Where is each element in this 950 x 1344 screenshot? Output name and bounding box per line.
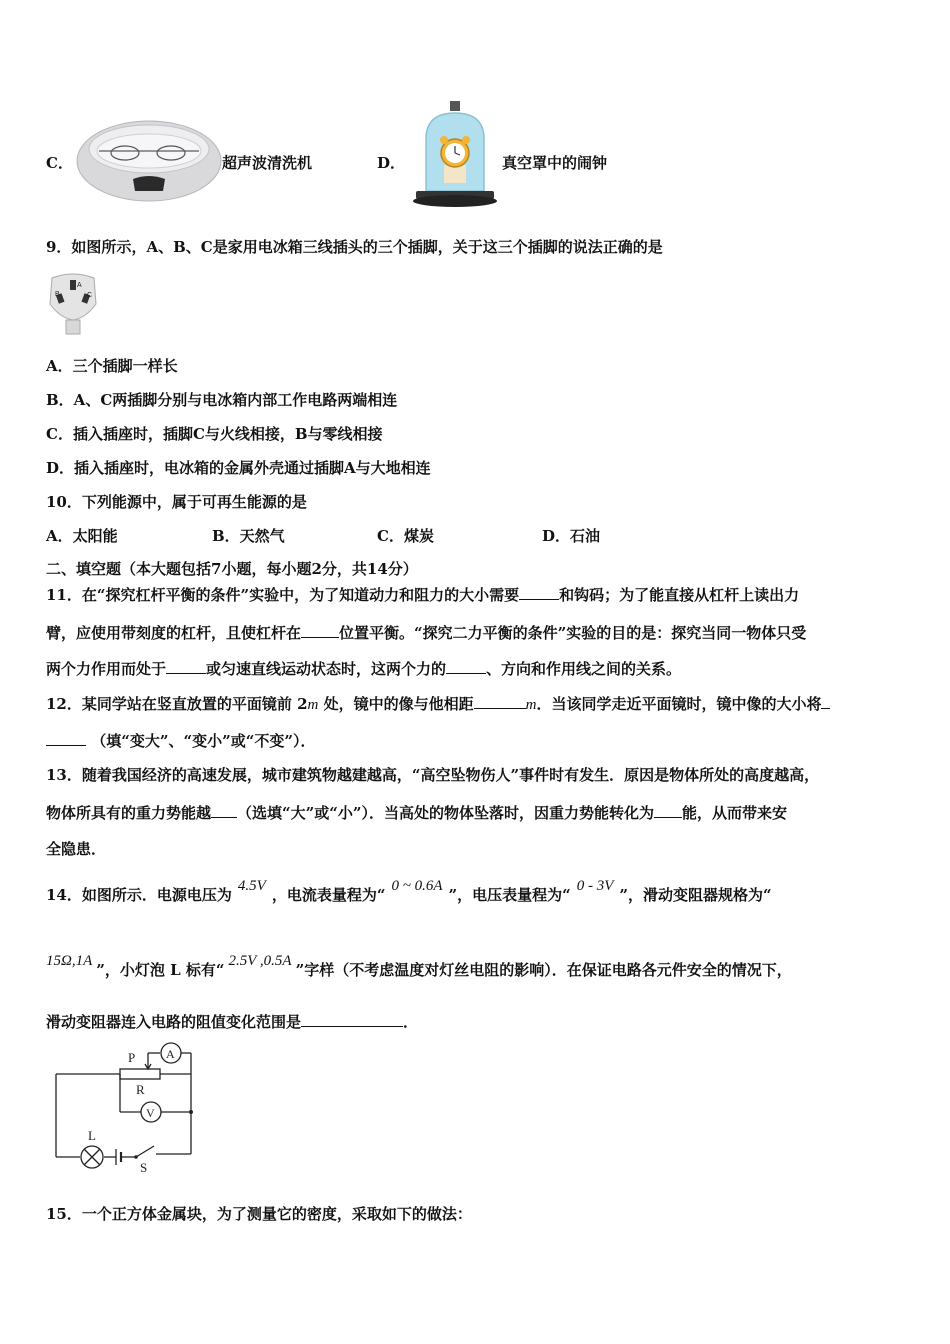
- answer-blank[interactable]: [211, 803, 237, 818]
- answer-blank[interactable]: [519, 585, 559, 600]
- q12-line-1: [46, 693, 830, 714]
- q14-voltmeter-range: 0 - 3V: [576, 878, 614, 894]
- q14-source-voltage: 4.5V: [237, 878, 266, 894]
- q12-line-2: [46, 730, 316, 751]
- q11-line-3: [46, 658, 681, 679]
- q8-option-d-letter: D．: [377, 154, 406, 172]
- answer-blank[interactable]: [46, 731, 86, 746]
- circuit-label-lamp: L: [88, 1128, 96, 1143]
- q12-text: ．当该同学走近平面镜时，镜中像的大小将: [536, 695, 822, 713]
- q10-option-a: A．太阳能: [46, 527, 118, 545]
- q14-text: ．: [403, 1013, 419, 1031]
- q13-text: 能，从而带来安: [682, 804, 788, 822]
- answer-blank[interactable]: [301, 1012, 403, 1027]
- bell-jar-alarm-clock-image: [412, 101, 498, 209]
- q11-text: 和钩码；为了能直接从杠杆上读出力: [559, 586, 800, 604]
- answer-blank[interactable]: [446, 659, 486, 674]
- q13-line-2: [46, 802, 787, 823]
- q12-text: 处，镜中的像与他相距: [318, 695, 474, 713]
- q11-text: 、方向和作用线之间的关系。: [486, 660, 682, 678]
- circuit-label-voltmeter: V: [146, 1106, 155, 1120]
- q11-line-1: [46, 584, 799, 605]
- q13-text: （选填“大”或“小”）．当高处的物体坠落时，因重力势能转化为: [237, 804, 655, 822]
- q14-text: 滑动变阻器连入电路的阻值变化范围是: [46, 1013, 302, 1031]
- q11-text: 臂，应使用带刻度的杠杆，且使杠杆在: [46, 624, 302, 642]
- q9-option-a: A．三个插脚一样长: [46, 357, 178, 375]
- q8-option-d-label: 真空罩中的闹钟: [502, 154, 608, 172]
- q8-option-c-letter: C．: [46, 154, 73, 172]
- q12-unit: m: [525, 697, 537, 713]
- plug-pin-b-label: B: [55, 291, 60, 298]
- q14-line-1: [46, 878, 772, 905]
- q14-line-3: [46, 1011, 418, 1032]
- q11-text: 11．在“探究杠杆平衡的条件”实验中，为了知道动力和阻力的大小需要: [46, 586, 520, 604]
- q11-text: 位置平衡。“探究二力平衡的条件”实验的目的是：探究当同一物体只受: [339, 624, 807, 642]
- plug-pin-a-label: A: [77, 282, 82, 289]
- answer-blank[interactable]: [474, 694, 526, 709]
- q9-option-b: B．A、C两插脚分别与电冰箱内部工作电路两端相连: [46, 391, 398, 409]
- q13-line-3: 全隐患．: [46, 840, 107, 858]
- q14-text: 14．如图所示．电源电压为: [46, 886, 232, 904]
- q12-text: 12．某同学站在竖直放置的平面镜前 2: [46, 695, 308, 713]
- q13-line-1: 13．随着我国经济的高速发展，城市建筑物越建越高，“高空坠物伤人”事件时有发生．原因是物体所处的高度越高，: [46, 766, 820, 784]
- circuit-label-ammeter: A: [166, 1047, 175, 1061]
- answer-blank[interactable]: [301, 623, 339, 638]
- q14-lamp-spec: 2.5V ,0.5A: [228, 953, 292, 969]
- q11-text: 或匀速直线运动状态时，这两个力的: [206, 660, 447, 678]
- q14-text: ”，滑动变阻器规格为“: [619, 886, 772, 904]
- answer-blank[interactable]: [166, 659, 206, 674]
- q14-text: ”字样（不考虑温度对灯丝电阻的影响）．在保证电路各元件安全的情况下，: [295, 961, 792, 979]
- q10-option-c: C．煤炭: [377, 527, 434, 545]
- q11-text: 两个力作用而处于: [46, 660, 167, 678]
- q9-option-d: D．插入插座时，电冰箱的金属外壳通过插脚A与大地相连: [46, 459, 431, 477]
- circuit-label-r: R: [136, 1082, 145, 1097]
- q14-text: ”，电压表量程为“: [448, 886, 571, 904]
- q12-unit: m: [307, 697, 319, 713]
- q15-stem: 15．一个正方体金属块，为了测量它的密度，采取如下的做法：: [46, 1205, 472, 1223]
- q9-option-c: C．插入插座时，插脚C与火线相接，B与零线相接: [46, 425, 383, 443]
- answer-blank[interactable]: [654, 803, 682, 818]
- q14-text: ”，小灯泡 L 标有“: [96, 961, 225, 979]
- q14-rheostat-spec: 15Ω,1A: [46, 953, 93, 969]
- q14-line-2: [46, 953, 792, 980]
- answer-blank[interactable]: [821, 694, 830, 709]
- three-pin-plug-image: [46, 270, 100, 338]
- circuit-label-p: P: [128, 1050, 136, 1065]
- q10-option-d: D．石油: [542, 527, 601, 545]
- q8-option-c-label: 超声波清洗机: [222, 154, 313, 172]
- q12-text: （填“变大”、“变小”或“不变”）．: [91, 732, 316, 750]
- ultrasonic-cleaner-image: [75, 115, 223, 205]
- plug-pin-c-label: C: [87, 292, 93, 299]
- circuit-label-switch: S: [140, 1160, 148, 1175]
- q10-stem: 10．下列能源中，属于可再生能源的是: [46, 493, 307, 511]
- q10-option-b: B．天然气: [212, 527, 285, 545]
- section-heading-fill-in: 二、填空题（本大题包括7小题，每小题2分，共14分）: [46, 560, 418, 578]
- circuit-diagram: [50, 1040, 200, 1180]
- q14-ammeter-range: 0 ~ 0.6A: [391, 878, 443, 894]
- q11-line-2: [46, 622, 806, 643]
- q13-text: 物体所具有的重力势能越: [46, 804, 212, 822]
- q9-stem: 9．如图所示，A、B、C是家用电冰箱三线插头的三个插脚，关于这三个插脚的说法正确的是: [46, 238, 663, 256]
- q14-text: ，电流表量程为“: [271, 886, 386, 904]
